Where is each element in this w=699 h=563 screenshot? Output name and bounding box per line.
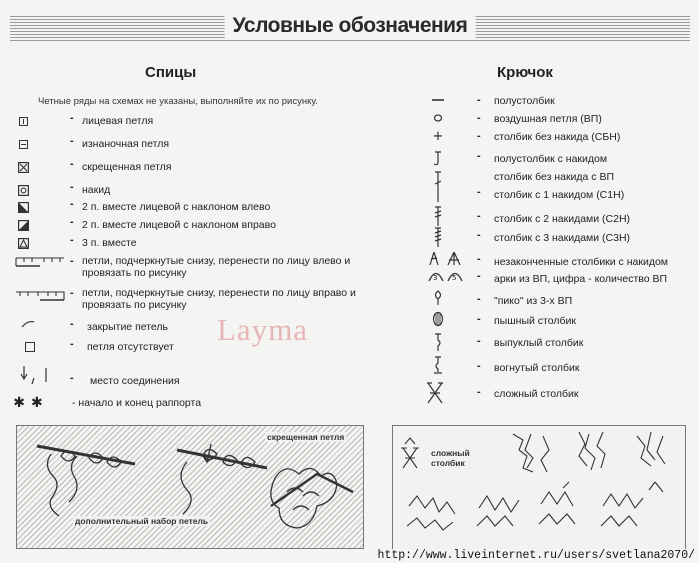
crochet-item-label: пышный столбик [494,315,576,327]
crochet-item-label: сложный столбик [494,388,579,400]
knit-item-label: - начало и конец раппорта [72,397,202,409]
crossed-loop-caption: скрещенная петля [267,432,345,442]
knit-item-label: петли, подчеркнутые снизу, перенести по лицу вправо и провязать по рисунку [82,287,356,311]
knit-item-label: закрытие петель [87,321,169,333]
crochet-item-label: "пико" из 3-х ВП [494,295,573,307]
chain-arch-icon [428,268,468,282]
k2tog-right-icon [13,218,33,232]
double-crochet-icon [428,170,448,204]
single-crochet-icon: + [432,128,444,144]
crochet-item-label: арки из ВП, цифра - количество ВП [494,273,668,285]
title-band [10,16,690,42]
crossed-double-caption: сложный столбик [431,448,470,468]
crochet-illustration [393,426,685,550]
cast-on-caption: дополнительный набор петель [75,516,209,526]
crossed-stitch-icon [13,160,33,174]
k3tog-icon [13,236,33,250]
crochet-heading: Крючок [497,64,553,81]
treble-icon [428,205,448,227]
crochet-item-label: полустолбик с накидом [494,153,608,165]
crochet-item-label: воздушная петля (ВП) [494,113,602,125]
bind-on-illustration-panel [16,425,364,549]
svg-text:3: 3 [433,274,438,282]
knitting-illustration [17,426,363,548]
knit-item-label: петли, подчеркнутые снизу, перенести по лицу влево и провязать по рисунку [82,255,351,279]
crochet-item-label: незаконченные столбики с накидом [494,256,669,268]
page-title: Условные обозначения [225,14,476,38]
knit-item-label: петля отсутствует [87,341,174,353]
pickup-left-icon [14,254,66,268]
knit-item-label: лицевая петля [82,115,154,127]
crochet-item-label: вогнутый столбик [494,362,580,374]
repeat-marker-icon: ✱✱ [13,393,49,410]
knit-item-label: накид [82,184,111,196]
source-url: http://www.liveinternet.ru/users/svetlana2070/ [377,549,695,562]
knit-item-label: место соединения [90,375,180,387]
half-double-icon [428,148,448,168]
crochet-item-label: столбик без накида (СБН) [494,131,621,143]
purl-stitch-icon [13,137,33,151]
join-point-icon [20,364,50,386]
knit-item-label: изнаночная петля [82,138,170,150]
chain-icon [428,111,448,125]
puff-stitch-icon [428,310,448,328]
double-treble-icon [428,226,448,248]
crochet-item-label: полустолбик [494,95,555,107]
knit-item-label: 2 п. вместе лицевой с наклоном влево [82,201,271,213]
crochet-item-label: выпуклый столбик [494,337,584,349]
knit-note: Четные ряды на схемах не указаны, выполняйте их по рисунку. [38,96,318,107]
front-post-icon [428,332,448,352]
no-stitch-icon [20,340,40,354]
crossed-double-icon [426,381,444,405]
picot-icon [428,290,448,306]
knit-heading: Спицы [145,64,197,81]
watermark: Layma [217,312,309,347]
crossed-stitch-illustration-panel [392,425,686,551]
bind-off-icon [18,317,38,331]
k2tog-left-icon [13,200,33,214]
svg-text:5: 5 [452,274,457,282]
knit-item-label: скрещенная петля [82,161,172,173]
knit-item-label: 2 п. вместе лицевой с наклоном вправо [82,219,276,231]
back-post-icon [428,355,448,375]
crochet-item-label: столбик с 1 накидом (С1Н) [494,189,625,201]
crochet-item-label: столбик с 3 накидами (С3Н) [494,232,631,244]
yarn-over-icon [13,183,33,197]
knit-stitch-icon [13,114,33,128]
slip-stitch-icon [428,93,448,107]
knit-item-label: 3 п. вместе [82,237,137,249]
crochet-item-label: столбик с 2 накидами (С2Н) [494,213,631,225]
crochet-item-label: столбик без накида с ВП [494,171,615,183]
cluster-icon [428,250,468,266]
pickup-right-icon [14,288,66,302]
